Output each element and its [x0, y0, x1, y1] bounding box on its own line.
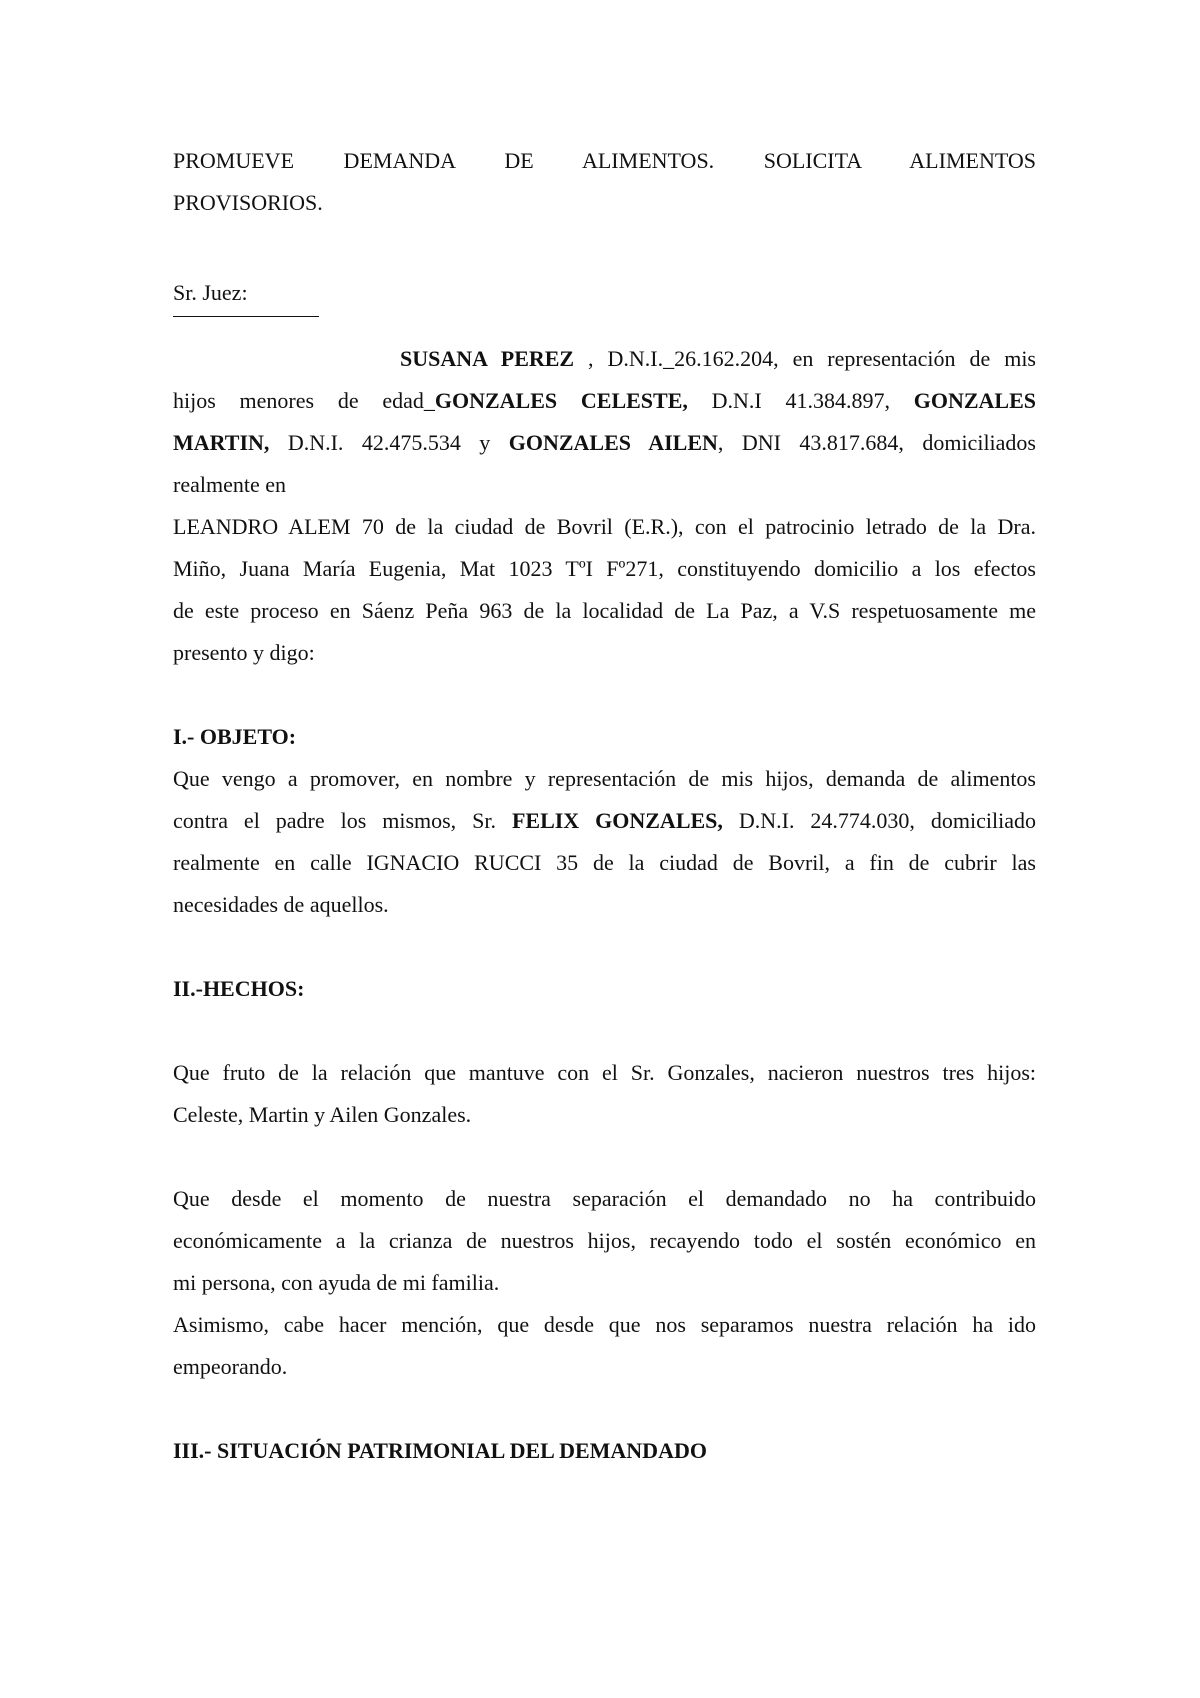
section-heading-objeto: I.- OBJETO: — [173, 724, 297, 749]
child-name-ailen: GONZALES AILEN — [508, 430, 718, 455]
objeto-line-2-text: contra el padre los mismos, Sr. — [173, 808, 512, 833]
objeto-line-4: necesidades de aquellos. — [173, 892, 389, 917]
title-line-1: PROMUEVE DEMANDA DE ALIMENTOS. SOLICITA ALIMENTOS — [173, 148, 1036, 173]
hechos-p3-line-2: empeorando. — [173, 1354, 288, 1379]
hechos-paragraph-2 — [173, 1178, 1036, 1304]
hechos-p3-line-1: Asimismo, cabe hacer mención, que desde que nos separamos nuestra relación ha ido — [173, 1312, 1036, 1337]
hechos-p2-line-1: Que desde el momento de nuestra separación el demandado no ha contribuido — [173, 1186, 1036, 1211]
child-dni-celeste: D.N.I 41.384.897, — [687, 388, 914, 413]
plaintiff-dni: , D.N.I._26.162.204, en representación de mis — [574, 346, 1036, 371]
intro-line-8: presento y digo: — [173, 640, 315, 665]
intro-line-6: Miño, Juana María Eugenia, Mat 1023 TºI Fº271, constituyendo domicilio a los efectos — [173, 556, 1036, 581]
hechos-paragraph-3 — [173, 1304, 1036, 1388]
intro-line-5: LEANDRO ALEM 70 de la ciudad de Bovril (E.R.), con el patrocinio letrado de la Dra. — [173, 514, 1036, 539]
hechos-p1-line-2: Celeste, Martin y Ailen Gonzales. — [173, 1102, 472, 1127]
child-name-martin: MARTIN, — [173, 430, 270, 455]
intro-line-7: de este proceso en Sáenz Peña 963 de la localidad de La Paz, a V.S respetuosamente me — [173, 598, 1036, 623]
hechos-p2-line-3: mi persona, con ayuda de mi familia. — [173, 1270, 500, 1295]
document-body — [173, 140, 1036, 1472]
child-dni-martin: D.N.I. 42.475.534 y — [269, 430, 509, 455]
intro-line-1 — [173, 338, 1036, 380]
salutation: Sr. Juez: — [173, 280, 248, 305]
intro-line-4: realmente en — [173, 472, 286, 497]
intro-line-2-text: hijos menores de edad_ — [173, 388, 435, 413]
section-heading-hechos: II.-HECHOS: — [173, 976, 305, 1001]
child-surname-martin: GONZALES — [913, 388, 1037, 413]
defendant-dni: D.N.I. 24.774.030, domiciliado — [722, 808, 1036, 833]
document-title — [173, 140, 1036, 224]
intro-line-3 — [173, 422, 1036, 464]
title-line-2: PROVISORIOS. — [173, 190, 323, 215]
child-dni-ailen: , DNI 43.817.684, domiciliados — [717, 430, 1036, 455]
child-name-celeste: GONZALES CELESTE, — [434, 388, 688, 413]
objeto-line-3: realmente en calle IGNACIO RUCCI 35 de la ciudad de Bovril, a fin de cubrir las — [173, 850, 1036, 875]
objeto-line-1: Que vengo a promover, en nombre y representación de mis hijos, demanda de alimentos — [173, 766, 1036, 791]
section-heading-situacion-patrimonial: III.- SITUACIÓN PATRIMONIAL DEL DEMANDADO — [173, 1438, 707, 1463]
intro-paragraph — [173, 338, 1036, 674]
signature-rule — [173, 316, 319, 317]
objeto-paragraph — [173, 758, 1036, 926]
plaintiff-name: SUSANA PEREZ — [400, 346, 575, 371]
defendant-name: FELIX GONZALES, — [511, 808, 723, 833]
hechos-p2-line-2: económicamente a la crianza de nuestros hijos, recayendo todo el sostén económico en — [173, 1228, 1036, 1253]
hechos-paragraph-1 — [173, 1052, 1036, 1136]
intro-line-2 — [173, 380, 1036, 422]
objeto-line-2 — [173, 800, 1036, 842]
hechos-p1-line-1: Que fruto de la relación que mantuve con el Sr. Gonzales, nacieron nuestros tres hijos: — [173, 1060, 1036, 1085]
